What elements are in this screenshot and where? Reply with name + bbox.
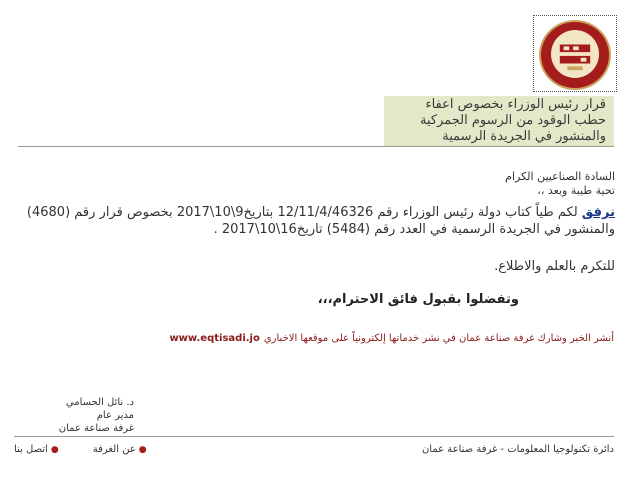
footer-link-about-label: عن الغرفة [92,444,136,455]
body-line-2: والمنشور في الجريدة الرسمية في العدد رقم (5484) تاريخ16\10\2017 . [213,222,615,237]
headline-divider [18,146,614,147]
body-line-1-text: لكم طياً كتاب دولة رئيس الوزراء رقم 12/11/4/46326 بتاريخ9\10\2017 بخصوص قرار رقم (4680) [26,205,582,220]
footer-divider [14,436,614,437]
share-notice [138,333,614,344]
headline-band [384,96,614,146]
signatory-name: د. نائل الحسامي [65,397,134,408]
chamber-logo [539,20,611,90]
closing-text: وتفضلوا بقبول فائق الاحترام،،، [317,292,519,307]
letter-body [15,204,615,238]
bullet-icon: ● [138,445,147,455]
footer-link-contact-label: اتصل بنا [14,444,48,455]
footer-department: دائرة تكنولوجيا المعلومات - غرفة صناعة عمان [421,444,614,455]
headline-line-2: حطب الوقود من الرسوم الجمركية [420,113,606,128]
signature-block [14,396,134,435]
headline-line-1: قرار رئيس الوزراء بخصوص اعفاء [425,97,606,112]
greeting-block [315,170,615,198]
logo-emblem-icon [551,30,599,78]
body-line-1 [15,204,615,221]
attachment-link[interactable]: نرفق [581,205,615,220]
bullet-icon: ● [50,445,59,455]
share-text: أنشر الخبر وشارك غرفة صناعة عمان في نشر خدماتها إلكترونياً على موقعها الاخباري [263,333,614,344]
headline-line-3: والمنشور في الجريدة الرسمية [442,129,606,144]
greeting-salutation: تحية طيبة وبعد ،، [537,184,615,197]
logo-frame [533,15,617,92]
notice-text: للتكرم بالعلم والاطلاع. [494,259,615,274]
signatory-organization: غرفة صناعة عمان [58,423,134,434]
footer-link-about[interactable] [93,444,147,455]
logo-mark-icon [556,35,594,73]
greeting-addressee: السادة الصناعيين الكرام [505,170,615,183]
news-site-link[interactable]: www.eqtisadi.jo [169,333,260,344]
signatory-position: مدير عام [96,410,134,421]
footer-links [14,444,147,455]
footer-link-contact[interactable] [14,444,59,455]
